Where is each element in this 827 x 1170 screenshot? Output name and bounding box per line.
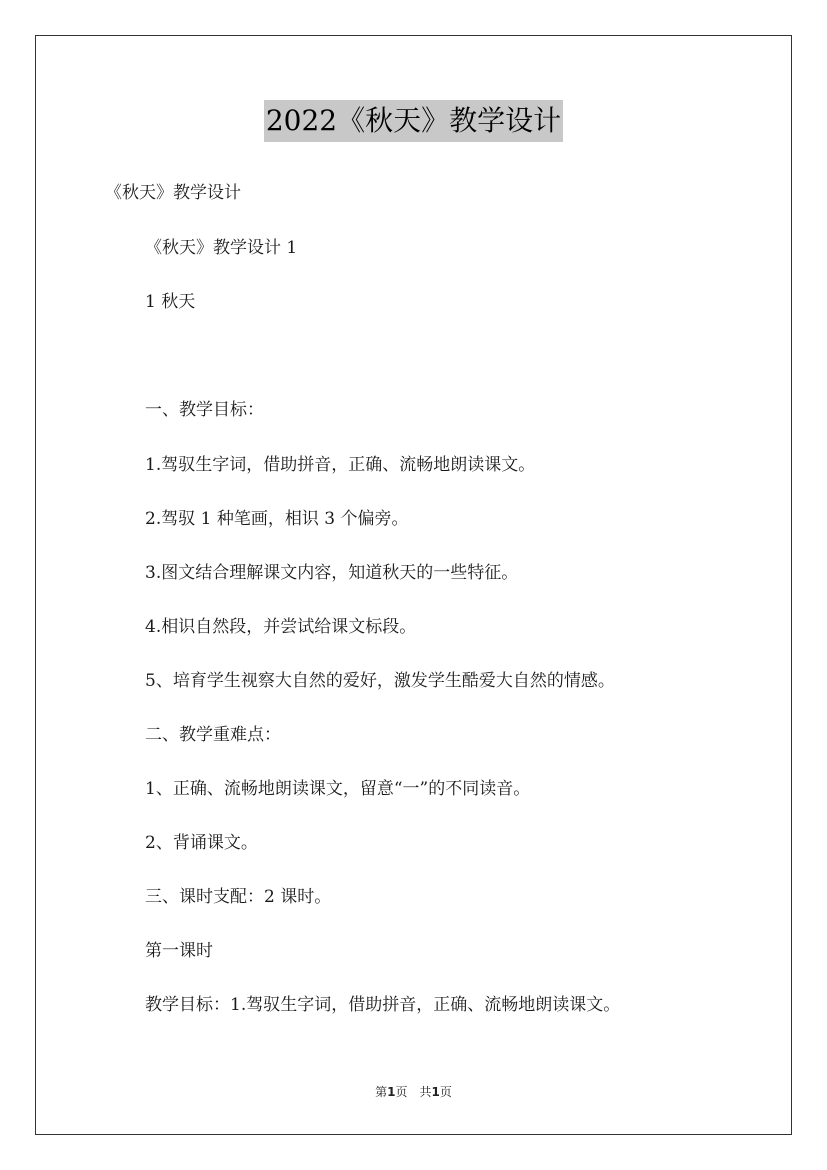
text-line-keypoint-2: 2、背诵课文。 bbox=[145, 833, 258, 853]
text-line-keypoint-1: 1、正确、流畅地朗读课文，留意“一”的不同读音。 bbox=[145, 779, 531, 799]
footer-prefix: 第 bbox=[375, 1085, 388, 1099]
text-line-objective-5: 5、培育学生视察大自然的爱好，激发学生酷爱大自然的情感。 bbox=[145, 671, 615, 691]
footer-total-pages: 1 bbox=[431, 1085, 440, 1099]
text-line-objective-2: 2.驾驭 1 种笔画，相识 3 个偏旁。 bbox=[145, 509, 409, 529]
text-line-subtitle: 《秋天》教学设计 bbox=[105, 183, 241, 203]
text-line-section-3: 三、课时支配：2 课时。 bbox=[145, 887, 332, 907]
text-line-lesson-objective: 教学目标：1.驾驭生字词，借助拼音，正确、流畅地朗读课文。 bbox=[145, 995, 621, 1015]
text-line-lesson: 1 秋天 bbox=[145, 292, 196, 312]
text-line-objective-3: 3.图文结合理解课文内容，知道秋天的一些特征。 bbox=[145, 563, 519, 583]
text-line-objective-1: 1.驾驭生字词，借助拼音，正确、流畅地朗读课文。 bbox=[145, 455, 536, 475]
footer-suffix: 页 bbox=[439, 1085, 452, 1099]
title-container bbox=[0, 100, 827, 142]
page-footer bbox=[0, 1083, 827, 1100]
text-line-heading: 《秋天》教学设计 1 bbox=[145, 238, 298, 258]
footer-current-page: 1 bbox=[387, 1085, 396, 1099]
text-line-section-2: 二、教学重难点： bbox=[145, 725, 281, 745]
text-line-objective-4: 4.相识自然段，并尝试给课文标段。 bbox=[145, 617, 417, 637]
footer-mid: 页 共 bbox=[395, 1085, 432, 1099]
text-line-section-1: 一、教学目标： bbox=[145, 400, 264, 420]
text-line-first-lesson: 第一课时 bbox=[145, 941, 213, 961]
document-title: 2022《秋天》教学设计 bbox=[264, 100, 563, 142]
